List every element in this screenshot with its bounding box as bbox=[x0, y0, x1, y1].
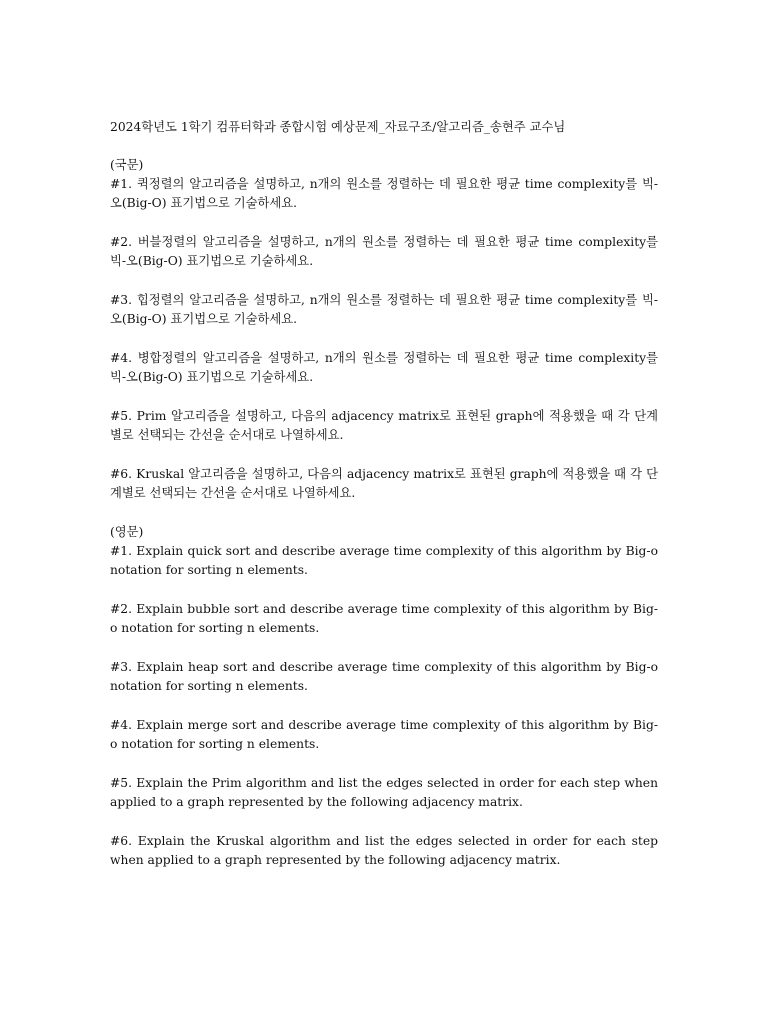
document-title: 2024학년도 1학기 컴퓨터학과 종합시험 예상문제_자료구조/알고리즘_송현주 교수님 bbox=[110, 120, 566, 134]
english-question-6: #6. Explain the Kruskal algorithm and list the edges selected in order for each step when applied to a graph represented by the following adjacency matrix. bbox=[110, 834, 658, 867]
korean-question-3: #3. 힙정렬의 알고리즘을 설명하고, n개의 원소를 정렬하는 데 필요한 평균 time complexity를 빅-오(Big-O) 표기법으로 기술하세요. bbox=[110, 293, 658, 326]
korean-question-6: #6. Kruskal 알고리즘을 설명하고, 다음의 adjacency matrix로 표현된 graph에 적용했을 때 각 단계별로 선택되는 간선을 순서대로 나열하세요. bbox=[110, 467, 658, 500]
english-question-1: #1. Explain quick sort and describe average time complexity of this algorithm by Big-o notation for sorting n elements. bbox=[110, 544, 658, 577]
korean-question-1: #1. 퀵정렬의 알고리즘을 설명하고, n개의 원소를 정렬하는 데 필요한 평균 time complexity를 빅-오(Big-O) 표기법으로 기술하세요. bbox=[110, 177, 658, 210]
english-question-3: #3. Explain heap sort and describe average time complexity of this algorithm by Big-o notation for sorting n elements. bbox=[110, 660, 658, 693]
english-question-4: #4. Explain merge sort and describe average time complexity of this algorithm by Big-o notation for sorting n elements. bbox=[110, 718, 658, 751]
english-section-label: (영문) bbox=[110, 525, 144, 539]
korean-question-4: #4. 병합정렬의 알고리즘을 설명하고, n개의 원소를 정렬하는 데 필요한 평균 time complexity를 빅-오(Big-O) 표기법으로 기술하세요. bbox=[110, 351, 658, 384]
english-question-5: #5. Explain the Prim algorithm and list the edges selected in order for each step when applied to a graph represented by the following adjacency matrix. bbox=[110, 776, 658, 809]
korean-question-2: #2. 버블정렬의 알고리즘을 설명하고, n개의 원소를 정렬하는 데 필요한 평균 time complexity를 빅-오(Big-O) 표기법으로 기술하세요. bbox=[110, 235, 658, 268]
korean-question-5: #5. Prim 알고리즘을 설명하고, 다음의 adjacency matrix로 표현된 graph에 적용했을 때 각 단계별로 선택되는 간선을 순서대로 나열하세요. bbox=[110, 409, 658, 442]
korean-section-label: (국문) bbox=[110, 158, 144, 172]
document-page bbox=[110, 118, 658, 890]
english-question-2: #2. Explain bubble sort and describe average time complexity of this algorithm by Big-o notation for sorting n elements. bbox=[110, 602, 658, 635]
